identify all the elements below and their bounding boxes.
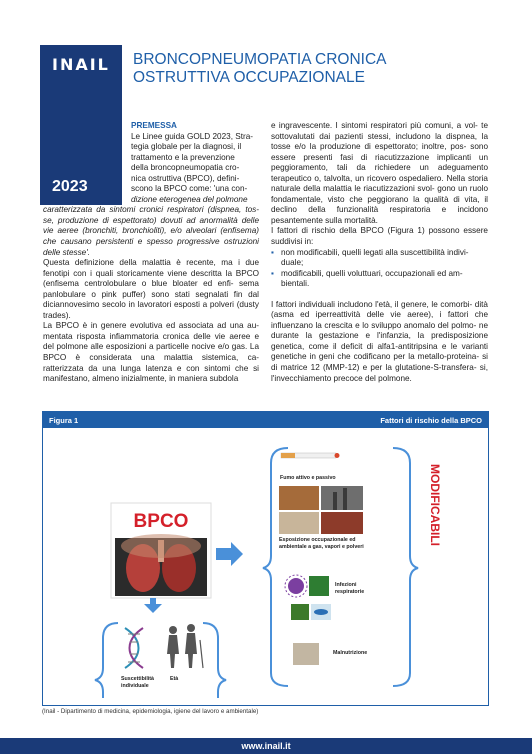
figure-title: Fattori di rischio della BPCO bbox=[380, 415, 482, 425]
smoking-label: Fumo attivo e passivo bbox=[280, 475, 336, 481]
right-bracket-open bbox=[263, 448, 288, 686]
figure-caption: (Inail - Dipartimento di medicina, epidemiologia, igiene del lavoro e ambientale) bbox=[42, 708, 259, 715]
page-title bbox=[133, 51, 493, 86]
figure-header bbox=[43, 412, 488, 428]
modificabili-label: MODIFICABILI bbox=[428, 464, 442, 546]
figure-label: Figura 1 bbox=[49, 415, 79, 425]
intro-line: scono la BPCO come: 'una con- bbox=[131, 184, 248, 194]
age-label: Età bbox=[170, 676, 179, 682]
intro-line: dizione eterogenea del polmone bbox=[131, 194, 248, 204]
malnutrition-label: Malnutrizione bbox=[333, 650, 368, 656]
risk-intro-paragraph: I fattori di rischio della BPCO (Figura 1) possono essere suddivisi in: bbox=[271, 226, 488, 247]
risk-list bbox=[271, 248, 488, 290]
right-bracket-close bbox=[393, 448, 418, 686]
intro-line: trattamento e la prevenzione bbox=[131, 152, 235, 162]
susceptibility-label: Suscettibilità individuale bbox=[121, 676, 154, 689]
intro-line: tegia globale per la diagnosi, il bbox=[131, 142, 242, 152]
left-bracket bbox=[95, 623, 118, 698]
lungs-image bbox=[115, 534, 207, 596]
bpco-label: BPCO bbox=[133, 511, 189, 532]
phenotype-paragraph: Questa definizione della malattia è recente, ma i due fenotipi con i quali storicamente viene descritta la BPCO (enfisema centrolobulare o blue bloater ed enfi- sema panlobulare o pink puffer) sono stati segnalati fin dal diciannovesimo secolo in lavoratori esposti a polveri (dusty trades). bbox=[43, 258, 259, 320]
intro-line: Le Linee guida GOLD 2023, Stra- bbox=[131, 131, 253, 141]
year-label: 2023 bbox=[52, 178, 88, 195]
title-line-2: OSTRUTTIVA OCCUPAZIONALE bbox=[133, 68, 365, 86]
left-bracket-right bbox=[203, 623, 226, 698]
figure-1 bbox=[42, 411, 489, 706]
intro-line: nica ostruttiva (BPCO), defini- bbox=[131, 173, 240, 183]
intro-lines bbox=[43, 132, 259, 206]
evolution-paragraph: La BPCO è in genere evolutiva ed associata ad una au- mentata risposta infiammatoria cronica delle vie aeree e del polmone alle esposizioni a particelle nocive e/o gas. La BPCO è considerata una malattia sistemica, ca- ratterizzata da una lunga latenza e con sintomi che si manifestano, almeno inizialmente, in maniera subdola bbox=[43, 321, 259, 384]
title-line-1: BRONCOPNEUMOPATIA CRONICA bbox=[133, 51, 387, 68]
mold-icon bbox=[309, 576, 329, 596]
symptoms-paragraph: e ingravescente. I sintomi respiratori più comuni, a vol- te sottovalutati dai pazienti stessi, includono la dispnea, la tosse e/o la produzione di espettorato; inoltre, pos- sono essere presenti fasi di riacutizzazione implicanti un peggioramento, tali da richiedere un adeguamento terapeutico o, talvolta, un ricovero ospedaliero. Nella storia naturale della malattia le riacutizzazioni svol- gono un ruolo fondamentale, visto che peggiorano la qualità di vita, il declino della funzionalità respiratoria e incidono pesantemente sulla mortalità. bbox=[271, 121, 488, 225]
virus-icon bbox=[285, 575, 307, 597]
malnutrition-image bbox=[293, 643, 319, 665]
elderly-icon bbox=[167, 624, 203, 668]
footer-url[interactable]: www.inail.it bbox=[0, 738, 532, 754]
right-column bbox=[271, 121, 488, 384]
occupational-exposure-image bbox=[279, 486, 363, 534]
arrow-right-icon bbox=[216, 542, 243, 566]
list-item: ▪ non modificabili, quelli legati alla suscettibilità indivi- duale; bbox=[271, 248, 488, 269]
bacteria-icon bbox=[291, 604, 331, 620]
intro-line: della broncopneumopatia cro- bbox=[131, 163, 240, 173]
dna-icon bbox=[125, 628, 143, 668]
section-heading: PREMESSA bbox=[131, 121, 177, 130]
list-item: ▪ modificabili, quelli voluttuari, occupazionali ed am- bientali. bbox=[271, 269, 488, 290]
individual-factors-paragraph: I fattori individuali includono l'età, il genere, le comorbi- dità (asma ed iperreattività delle vie aeree), i fattori che influenzano la crescita e lo sviluppo anomalo del polmo- ne durante la gestazione e l'infanzia, la predisposizione genetica, come il deficit di alfa1-antitripsina e le varianti genetiche in geni che codificano per la metallo-proteina- si di matrice 12 (MMP-12) e per la glutatione-S-transfera- si, l'invecchiamento precoce del polmone. bbox=[271, 299, 488, 383]
cigarette-icon bbox=[281, 453, 340, 458]
left-column bbox=[43, 121, 259, 385]
risk-factors-diagram bbox=[43, 428, 488, 705]
occupational-label: Esposizione occupazionale ed ambientale a gas, vapori e polveri bbox=[279, 537, 364, 550]
inail-logo: INAIL bbox=[52, 55, 110, 74]
arrow-down-icon bbox=[144, 598, 162, 613]
definition-paragraph: caratterizzata da sintomi cronici respiratori (dispnea, tos- se, produzione di espettorato) dovuti ad anormalità delle vie aeree (bronchiti, bronchioliti), e/o alveolari (enfisema) che causano persistenti e spesso progressive ostruzioni delle stesse'. bbox=[43, 205, 259, 257]
infections-label: Infezioni respiratorie bbox=[335, 582, 365, 595]
